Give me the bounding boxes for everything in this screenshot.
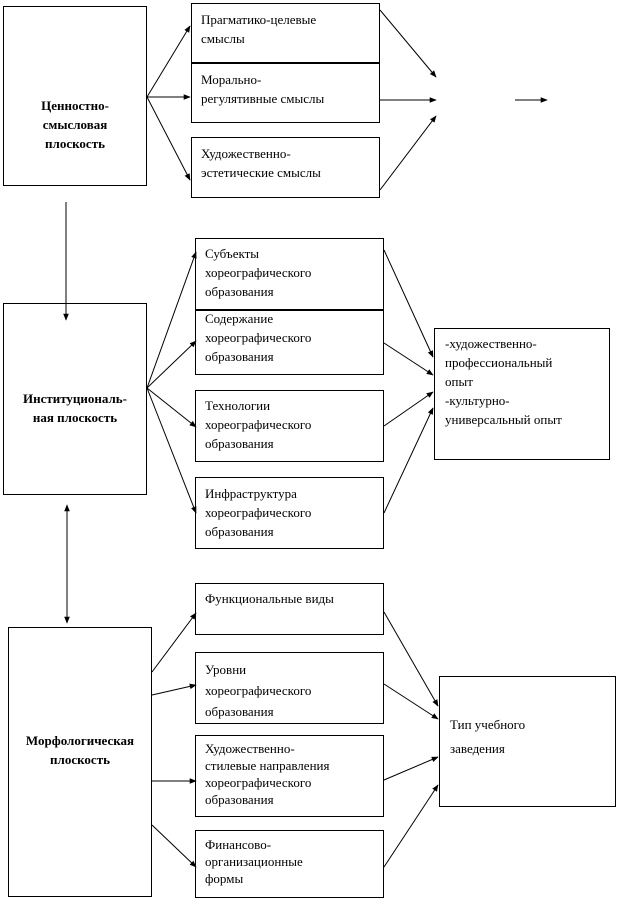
arrow-subjects-experience xyxy=(384,250,433,357)
institutional-item-subjects-text: Субъекты хореографического образования xyxy=(205,246,312,299)
arrow-technologies-experience xyxy=(384,392,433,426)
arrow-value-aesthetic xyxy=(147,97,190,180)
morphological-item-levels-text: Уровни хореографического образования xyxy=(205,662,312,719)
arrow-functional-school xyxy=(384,612,438,706)
arrow-value-pragmatic xyxy=(147,26,190,97)
arrow-styles-school xyxy=(384,757,438,780)
value-item-moral-text: Морально- регулятивные смыслы xyxy=(201,72,325,106)
institutional-item-technologies-text: Технологии хореографического образования xyxy=(205,398,312,451)
arrow-finance-school xyxy=(384,785,438,867)
morphological-item-functional-text: Функциональные виды xyxy=(205,591,334,606)
experience-text: -художественно- профессиональный опыт -культурно- универсальный опыт xyxy=(445,336,562,427)
institutional-item-infrastructure-text: Инфраструктура хореографического образования xyxy=(205,486,312,539)
arrow-aesthetic-right xyxy=(380,116,436,190)
institutional-item-content-text: Содержание хореографического образования xyxy=(205,311,312,364)
value-item-aesthetic-text: Художественно- эстетические смыслы xyxy=(201,146,321,180)
institutional-plane-label: Институциональ- ная плоскость xyxy=(22,391,128,425)
arrow-content-experience xyxy=(384,343,433,375)
arrow-levels-school xyxy=(384,684,438,719)
value-item-pragmatic-text: Прагматико-целевые смыслы xyxy=(201,12,317,46)
arrow-institutional-subjects xyxy=(147,252,196,388)
school-type-text: Тип учебного заведения xyxy=(450,717,526,756)
arrow-infrastructure-experience xyxy=(384,408,433,513)
arrow-institutional-infrastructure xyxy=(147,388,196,513)
morphological-item-styles-text: Художественно- стилевые направления хореографического образования xyxy=(205,741,330,807)
arrow-institutional-content xyxy=(147,341,196,388)
morphological-item-finance-text: Финансово- организационные формы xyxy=(205,837,303,886)
arrow-morph-levels xyxy=(152,685,196,695)
arrow-pragmatic-right xyxy=(380,10,436,77)
value-plane-label: Ценностно- смысловая плоскость xyxy=(41,98,109,151)
arrow-morph-functional xyxy=(152,613,196,672)
morphological-plane-label: Морфологическая плоскость xyxy=(25,733,135,767)
arrow-morph-finance xyxy=(152,825,196,867)
